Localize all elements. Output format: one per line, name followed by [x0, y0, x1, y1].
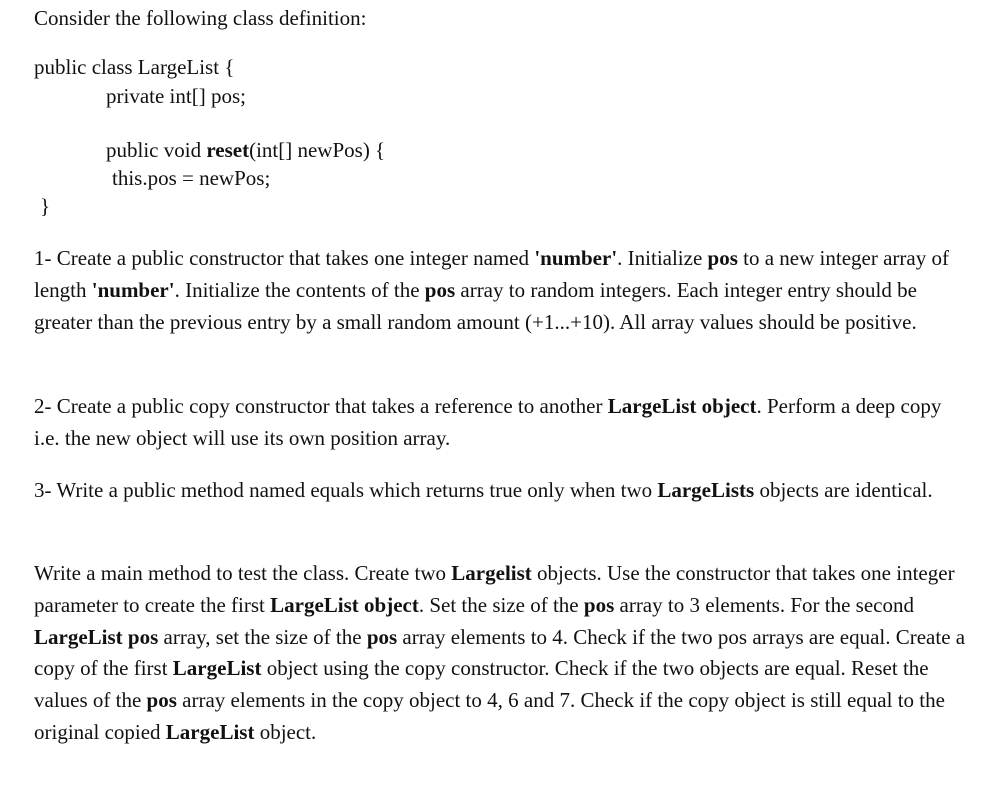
- main-method-instructions: [34, 558, 970, 749]
- code-method-signature: [106, 138, 385, 162]
- main-bold-2: LargeList object: [270, 592, 419, 617]
- main-bold-3: pos: [583, 592, 615, 617]
- q1-bold-pos-1: pos: [707, 246, 738, 270]
- q1-bold-number-1: 'number': [534, 246, 618, 270]
- code-method-prefix: public void: [106, 138, 207, 162]
- q3-text-1: 3- Write a public method named equals which returns true only when two: [34, 478, 658, 502]
- code-field-declaration: private int[] pos;: [106, 84, 246, 108]
- question-2: [34, 391, 970, 455]
- q1-text-1: 1- Create a public constructor that takes one integer named: [34, 246, 535, 270]
- main-bold-7: pos: [146, 688, 177, 713]
- question-3: [34, 475, 970, 507]
- code-method-name: reset: [206, 138, 250, 162]
- main-text-9: object.: [254, 719, 317, 744]
- main-text-3: . Set the size of the: [418, 592, 584, 617]
- main-text-4: array to 3 elements. For the second: [614, 592, 914, 617]
- q1-bold-pos-2: pos: [424, 277, 456, 302]
- main-bold-8: LargeList: [165, 719, 255, 744]
- main-bold-4: LargeList pos: [34, 624, 159, 649]
- q2-text-1: 2- Create a public copy constructor that takes a reference to another: [34, 394, 608, 418]
- q2-bold-largelist-object: LargeList object: [607, 394, 757, 418]
- q2-text-2: . Perform a deep copy i.e. the new object will use its own position array.: [34, 394, 942, 450]
- main-text-6: array elements to 4. Check if the two pos arrays are equal. Create a copy of the first: [34, 624, 966, 681]
- q3-text-2: objects are identical.: [754, 478, 933, 502]
- main-text-2: objects. Use the constructor that takes one integer parameter to create the first: [34, 561, 955, 617]
- code-class-declaration: public class LargeList {: [34, 55, 235, 79]
- q1-text-2: . Initialize: [617, 246, 708, 270]
- q3-bold-largelists: LargeLists: [657, 478, 755, 502]
- q1-bold-number-2: 'number': [91, 277, 175, 302]
- intro-text: Consider the following class definition:: [34, 6, 367, 30]
- q1-text-3: to a new integer array of length: [34, 246, 949, 302]
- main-text-7: object using the copy constructor. Check if the two objects are equal. Reset the values of the: [34, 656, 929, 713]
- code-method-body: this.pos = newPos;: [112, 166, 271, 190]
- main-bold-1: Largelist: [451, 561, 532, 585]
- main-bold-6: LargeList: [172, 656, 262, 681]
- code-method-suffix: (int[] newPos) {: [249, 138, 386, 162]
- main-text-1: Write a main method to test the class. Create two: [34, 561, 452, 585]
- main-text-8: array elements in the copy object to 4, 6 and 7. Check if the copy object is still equal to the original copied: [34, 688, 945, 744]
- main-bold-5: pos: [366, 624, 398, 649]
- q1-text-5: array to random integers. Each integer entry should be greater than the previous entry by a small random amount (+1...+10). All array values should be positive.: [34, 277, 917, 334]
- code-closing-brace: }: [40, 194, 51, 218]
- question-1: [34, 243, 970, 338]
- q1-text-4: . Initialize the contents of the: [174, 277, 425, 302]
- main-text-5: array, set the size of the: [158, 624, 367, 649]
